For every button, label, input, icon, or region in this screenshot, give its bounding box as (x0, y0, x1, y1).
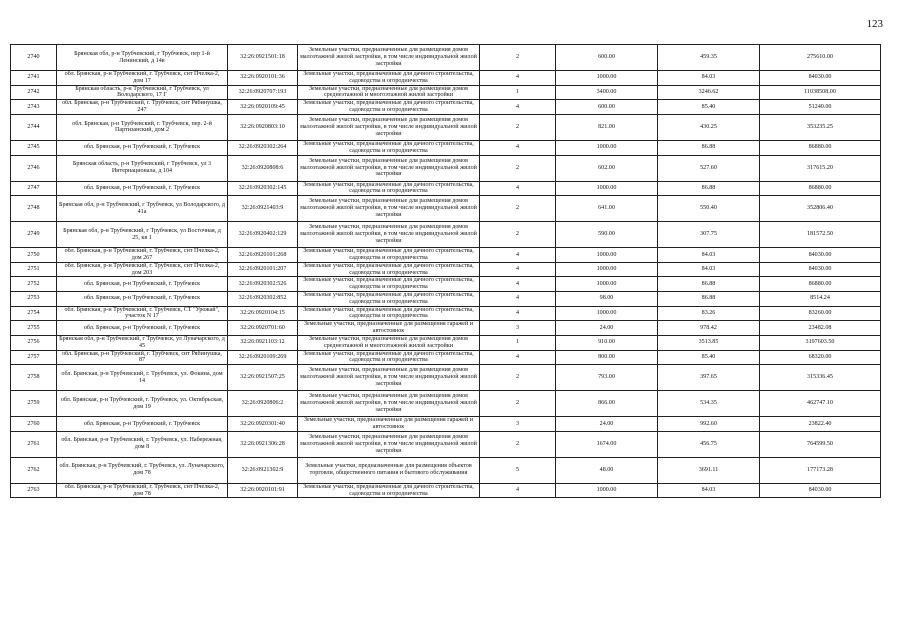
cadastral-value-cell: 23482.08 (760, 321, 881, 336)
cadastral-number-cell: 32:26:0920101:36 (228, 71, 298, 86)
row-number: 2745 (11, 140, 57, 155)
specific-value-cell: 3246.62 (658, 85, 760, 100)
specific-value-cell: 85.40 (658, 100, 760, 115)
area-cell: 1000.00 (556, 71, 658, 86)
cadastral-value-cell: 352806.40 (760, 196, 881, 222)
specific-value-cell: 84.03 (658, 248, 760, 263)
table-row (11, 262, 881, 277)
cadastral-number-cell: 32:26:0921306:28 (228, 431, 298, 457)
specific-value-cell: 456.75 (658, 431, 760, 457)
group-cell: 2 (480, 431, 556, 457)
group-cell: 3 (480, 417, 556, 432)
area-cell: 1000.00 (556, 181, 658, 196)
cadastral-value-cell: 177173.28 (760, 457, 881, 483)
table-row (11, 306, 881, 321)
row-number: 2759 (11, 391, 57, 417)
cadastral-value-cell: 23822.40 (760, 417, 881, 432)
specific-value-cell: 3691.11 (658, 457, 760, 483)
row-number: 2758 (11, 365, 57, 391)
cadastral-value-cell: 3197603.50 (760, 335, 881, 350)
table-row (11, 417, 881, 432)
cadastral-value-cell: 275610.00 (760, 45, 881, 71)
specific-value-cell: 86.88 (658, 292, 760, 307)
table-row (11, 100, 881, 115)
cadastral-number-cell: 32:26:0921403:9 (228, 196, 298, 222)
row-number: 2754 (11, 306, 57, 321)
specific-value-cell: 992.60 (658, 417, 760, 432)
area-cell: 793.00 (556, 365, 658, 391)
specific-value-cell: 83.26 (658, 306, 760, 321)
table-row (11, 85, 881, 100)
table-row (11, 248, 881, 263)
land-use-cell: Земельные участки, предназначенные для дачного строительства, садоводства и огородничества (298, 71, 480, 86)
land-use-cell: Земельные участки, предназначенные для дачного строительства, садоводства и огородничества (298, 277, 480, 292)
specific-value-cell: 86.88 (658, 140, 760, 155)
row-number: 2756 (11, 335, 57, 350)
table-row (11, 222, 881, 248)
area-cell: 1674.00 (556, 431, 658, 457)
cadastral-number-cell: 32:26:0920109:269 (228, 350, 298, 365)
address-cell: Брянская область, р-н Трубчевский, г Трубчевск, ул 3 Интернационала, д 104 (57, 155, 228, 181)
group-cell: 4 (480, 483, 556, 498)
specific-value-cell: 84.03 (658, 483, 760, 498)
address-cell: обл. Брянская, р-н Трубчевский, г. Трубчевск, ул. Фокина, дом 14 (57, 365, 228, 391)
table-row (11, 114, 881, 140)
area-cell: 800.00 (556, 350, 658, 365)
row-number: 2742 (11, 85, 57, 100)
area-cell: 866.00 (556, 391, 658, 417)
cadastral-value-cell: 8514.24 (760, 292, 881, 307)
cadastral-value-cell: 84030.00 (760, 71, 881, 86)
cadastral-value-cell: 51240.00 (760, 100, 881, 115)
row-number: 2757 (11, 350, 57, 365)
land-use-cell: Земельные участки, предназначенные для дачного строительства, садоводства и огородничества (298, 292, 480, 307)
specific-value-cell: 430.25 (658, 114, 760, 140)
specific-value-cell: 84.03 (658, 71, 760, 86)
cadastral-number-cell: 32:26:0920101:268 (228, 248, 298, 263)
land-use-cell: Земельные участки, предназначенные для размещения домов малоэтажной жилой застройки, в том числе индивидуальной жилой застройки (298, 365, 480, 391)
address-cell: Брянская область, р-н Трубчевский, г Трубчевск, ул Володарского, 17 Г (57, 85, 228, 100)
address-cell: обл. Брянская, р-н Трубчевский, г. Трубчевск (57, 140, 228, 155)
row-number: 2761 (11, 431, 57, 457)
group-cell: 4 (480, 248, 556, 263)
group-cell: 4 (480, 277, 556, 292)
specific-value-cell: 978.42 (658, 321, 760, 336)
cadastral-value-cell: 86880.00 (760, 140, 881, 155)
group-cell: 1 (480, 335, 556, 350)
cadastral-number-cell: 32:26:0921507:25 (228, 365, 298, 391)
cadastral-value-cell: 84030.00 (760, 248, 881, 263)
row-number: 2750 (11, 248, 57, 263)
specific-value-cell: 550.40 (658, 196, 760, 222)
area-cell: 1000.00 (556, 306, 658, 321)
cadastral-number-cell: 32:26:0920302:526 (228, 277, 298, 292)
group-cell: 2 (480, 391, 556, 417)
area-cell: 600.00 (556, 100, 658, 115)
table-row (11, 350, 881, 365)
area-cell: 1000.00 (556, 262, 658, 277)
area-cell: 602.00 (556, 155, 658, 181)
row-number: 2747 (11, 181, 57, 196)
cadastral-number-cell: 32:26:0920806:2 (228, 391, 298, 417)
area-cell: 98.00 (556, 292, 658, 307)
area-cell: 1000.00 (556, 248, 658, 263)
land-use-cell: Земельные участки, предназначенные для дачного строительства, садоводства и огородничества (298, 350, 480, 365)
area-cell: 910.00 (556, 335, 658, 350)
address-cell: обл. Брянская, р-н Трубчевский, г. Трубчевск, ул. Луначарского, дом 78 (57, 457, 228, 483)
group-cell: 4 (480, 350, 556, 365)
table-row (11, 181, 881, 196)
area-cell: 48.00 (556, 457, 658, 483)
address-cell: обл. Брянская, р-н Трубчевский, г. Трубчевск, ул. Набережная, дом 8 (57, 431, 228, 457)
land-use-cell: Земельные участки, предназначенные для размещения домов среднеэтажной и многоэтажной жилой застройки (298, 335, 480, 350)
row-number: 2744 (11, 114, 57, 140)
cadastral-number-cell: 32:26:0921103:12 (228, 335, 298, 350)
area-cell: 1000.00 (556, 277, 658, 292)
group-cell: 2 (480, 196, 556, 222)
address-cell: обл. Брянская, р-н Трубчевский, г. Трубчевск, снт Рябинушка, 247 (57, 100, 228, 115)
table-row (11, 391, 881, 417)
area-cell: 24.00 (556, 321, 658, 336)
address-cell: обл. Брянская, р-н Трубчевский, г. Трубчевск (57, 417, 228, 432)
table-row (11, 365, 881, 391)
cadastral-value-cell: 317615.20 (760, 155, 881, 181)
cadastral-number-cell: 32:26:0920302:264 (228, 140, 298, 155)
land-use-cell: Земельные участки, предназначенные для размещения домов среднеэтажной и многоэтажной жилой застройки (298, 85, 480, 100)
specific-value-cell: 86.88 (658, 181, 760, 196)
specific-value-cell: 84.03 (658, 262, 760, 277)
land-use-cell: Земельные участки, предназначенные для размещения домов малоэтажной жилой застройки, в том числе индивидуальной жилой застройки (298, 222, 480, 248)
cadastral-value-cell: 86880.00 (760, 277, 881, 292)
group-cell: 5 (480, 457, 556, 483)
group-cell: 4 (480, 100, 556, 115)
land-use-cell: Земельные участки, предназначенные для размещения домов малоэтажной жилой застройки, в том числе индивидуальной жилой застройки (298, 114, 480, 140)
address-cell: обл. Брянская, р-н Трубчевский, г. Трубчевск, снт Пчелка-2, дом 17 (57, 71, 228, 86)
cadastral-number-cell: 32:26:0920302:145 (228, 181, 298, 196)
cadastral-number-cell: 32:26:0920302:852 (228, 292, 298, 307)
table-row (11, 71, 881, 86)
group-cell: 4 (480, 306, 556, 321)
cadastral-number-cell: 32:26:0920803:10 (228, 114, 298, 140)
cadastral-number-cell: 32:26:0921501:18 (228, 45, 298, 71)
table-row (11, 45, 881, 71)
address-cell: Брянская обл, р-н Трубчевский, г Трубчевск, ул Восточная, д 25, кв 1 (57, 222, 228, 248)
cadastral-number-cell: 32:26:0920701:60 (228, 321, 298, 336)
area-cell: 1000.00 (556, 140, 658, 155)
row-number: 2760 (11, 417, 57, 432)
cadastral-number-cell: 32:26:0920402:129 (228, 222, 298, 248)
cadastral-number-cell: 32:26:0920808:6 (228, 155, 298, 181)
table-row (11, 321, 881, 336)
specific-value-cell: 397.65 (658, 365, 760, 391)
land-use-cell: Земельные участки, предназначенные для дачного строительства, садоводства и огородничества (298, 181, 480, 196)
area-cell: 3400.00 (556, 85, 658, 100)
specific-value-cell: 527.60 (658, 155, 760, 181)
cadastral-number-cell: 32:26:0920301:40 (228, 417, 298, 432)
area-cell: 821.00 (556, 114, 658, 140)
table-row (11, 431, 881, 457)
table-row (11, 196, 881, 222)
address-cell: обл. Брянская, р-н Трубчевский, г. Трубчевск, СТ "Урожай", участок N 17 (57, 306, 228, 321)
land-use-cell: Земельные участки, предназначенные для размещения домов малоэтажной жилой застройки, в том числе индивидуальной жилой застройки (298, 155, 480, 181)
address-cell: Брянская обл, р-н Трубчевский, г Трубчевск, ул Луначарского, д 45 (57, 335, 228, 350)
table-row (11, 140, 881, 155)
cadastral-value-cell: 84030.00 (760, 483, 881, 498)
land-use-cell: Земельные участки, предназначенные для дачного строительства, садоводства и огородничества (298, 100, 480, 115)
cadastral-value-cell: 83260.00 (760, 306, 881, 321)
row-number: 2763 (11, 483, 57, 498)
group-cell: 2 (480, 365, 556, 391)
specific-value-cell: 85.40 (658, 350, 760, 365)
cadastral-value-cell: 11038508.00 (760, 85, 881, 100)
row-number: 2749 (11, 222, 57, 248)
land-use-cell: Земельные участки, предназначенные для размещения домов малоэтажной жилой застройки, в том числе индивидуальной жилой застройки (298, 45, 480, 71)
address-cell: обл. Брянская, р-н Трубчевский, г. Трубчевск, снт Пчелка-2, дом 267 (57, 248, 228, 263)
row-number: 2755 (11, 321, 57, 336)
land-use-cell: Земельные участки, предназначенные для дачного строительства, садоводства и огородничества (298, 306, 480, 321)
area-cell: 590.00 (556, 222, 658, 248)
table-row (11, 483, 881, 498)
row-number: 2740 (11, 45, 57, 71)
group-cell: 2 (480, 155, 556, 181)
cadastral-value-cell: 315336.45 (760, 365, 881, 391)
page-number: 123 (866, 18, 883, 30)
table-row (11, 292, 881, 307)
group-cell: 4 (480, 262, 556, 277)
cadastral-number-cell: 32:26:0920109:45 (228, 100, 298, 115)
specific-value-cell: 3513.85 (658, 335, 760, 350)
address-cell: Брянская обл, р-н Трубчевский, г Трубчевск, ул Володарского, д 41а (57, 196, 228, 222)
row-number: 2748 (11, 196, 57, 222)
cadastral-number-cell: 32:26:0920707:193 (228, 85, 298, 100)
cadastral-number-cell: 32:26:0920104:15 (228, 306, 298, 321)
area-cell: 600.00 (556, 45, 658, 71)
cadastral-value-cell: 84030.00 (760, 262, 881, 277)
cadastral-number-cell: 32:26:0920101:91 (228, 483, 298, 498)
address-cell: обл. Брянская, р-н Трубчевский, г. Трубчевск, снт Рябинушка, 87 (57, 350, 228, 365)
group-cell: 4 (480, 71, 556, 86)
address-cell: обл. Брянская, р-н Трубчевский, г. Трубчевск, снт Пчелка-2, дом 78 (57, 483, 228, 498)
table-row (11, 335, 881, 350)
group-cell: 4 (480, 140, 556, 155)
land-use-cell: Земельные участки, предназначенные для размещения домов малоэтажной жилой застройки, в том числе индивидуальной жилой застройки (298, 431, 480, 457)
address-cell: обл. Брянская, р-н Трубчевский, г. Трубчевск, ул. Октябрьская, дом 19 (57, 391, 228, 417)
row-number: 2762 (11, 457, 57, 483)
registry-table (10, 44, 881, 498)
land-use-cell: Земельные участки, предназначенные для размещения домов малоэтажной жилой застройки, в том числе индивидуальной жилой застройки (298, 391, 480, 417)
land-use-cell: Земельные участки, предназначенные для размещения домов малоэтажной жилой застройки, в том числе индивидуальной жилой застройки (298, 196, 480, 222)
cadastral-number-cell: 32:26:0920101:207 (228, 262, 298, 277)
table-row (11, 155, 881, 181)
group-cell: 2 (480, 45, 556, 71)
cadastral-value-cell: 462747.10 (760, 391, 881, 417)
land-use-cell: Земельные участки, предназначенные для размещения объектов торговли, общественного питания и бытового обслуживания (298, 457, 480, 483)
land-use-cell: Земельные участки, предназначенные для размещения гаражей и автостоянок (298, 417, 480, 432)
land-use-cell: Земельные участки, предназначенные для размещения гаражей и автостоянок (298, 321, 480, 336)
group-cell: 2 (480, 114, 556, 140)
area-cell: 641.00 (556, 196, 658, 222)
specific-value-cell: 86.88 (658, 277, 760, 292)
land-use-cell: Земельные участки, предназначенные для дачного строительства, садоводства и огородничества (298, 262, 480, 277)
group-cell: 4 (480, 292, 556, 307)
land-use-cell: Земельные участки, предназначенные для дачного строительства, садоводства и огородничества (298, 140, 480, 155)
area-cell: 24.00 (556, 417, 658, 432)
cadastral-value-cell: 68320.00 (760, 350, 881, 365)
row-number: 2746 (11, 155, 57, 181)
address-cell: обл. Брянская, р-н Трубчевский, г. Трубчевск, снт Пчелка-2, дом 203 (57, 262, 228, 277)
cadastral-number-cell: 32:26:0921302:9 (228, 457, 298, 483)
group-cell: 4 (480, 181, 556, 196)
land-use-cell: Земельные участки, предназначенные для дачного строительства, садоводства и огородничества (298, 483, 480, 498)
registry-rows (11, 45, 881, 498)
address-cell: обл. Брянская, р-н Трубчевский, г. Трубчевск (57, 181, 228, 196)
row-number: 2741 (11, 71, 57, 86)
group-cell: 2 (480, 222, 556, 248)
address-cell: обл. Брянская, р-н Трубчевский, г. Трубчевск (57, 292, 228, 307)
row-number: 2753 (11, 292, 57, 307)
address-cell: обл. Брянская, р-н Трубчевский, г. Трубчевск, пер. 2-й Партизанский, дом 2 (57, 114, 228, 140)
cadastral-value-cell: 86880.00 (760, 181, 881, 196)
table-row (11, 277, 881, 292)
specific-value-cell: 534.35 (658, 391, 760, 417)
row-number: 2752 (11, 277, 57, 292)
row-number: 2751 (11, 262, 57, 277)
table-row (11, 457, 881, 483)
cadastral-value-cell: 764599.50 (760, 431, 881, 457)
address-cell: Брянская обл, р-н Трубчевский, г Трубчевск, пер 1-й Ленинский, д 14в (57, 45, 228, 71)
specific-value-cell: 459.35 (658, 45, 760, 71)
row-number: 2743 (11, 100, 57, 115)
address-cell: обл. Брянская, р-н Трубчевский, г. Трубчевск (57, 321, 228, 336)
specific-value-cell: 307.75 (658, 222, 760, 248)
address-cell: обл. Брянская, р-н Трубчевский, г. Трубчевск (57, 277, 228, 292)
land-use-cell: Земельные участки, предназначенные для дачного строительства, садоводства и огородничества (298, 248, 480, 263)
cadastral-value-cell: 353235.25 (760, 114, 881, 140)
group-cell: 1 (480, 85, 556, 100)
cadastral-value-cell: 181572.50 (760, 222, 881, 248)
area-cell: 1000.00 (556, 483, 658, 498)
group-cell: 3 (480, 321, 556, 336)
